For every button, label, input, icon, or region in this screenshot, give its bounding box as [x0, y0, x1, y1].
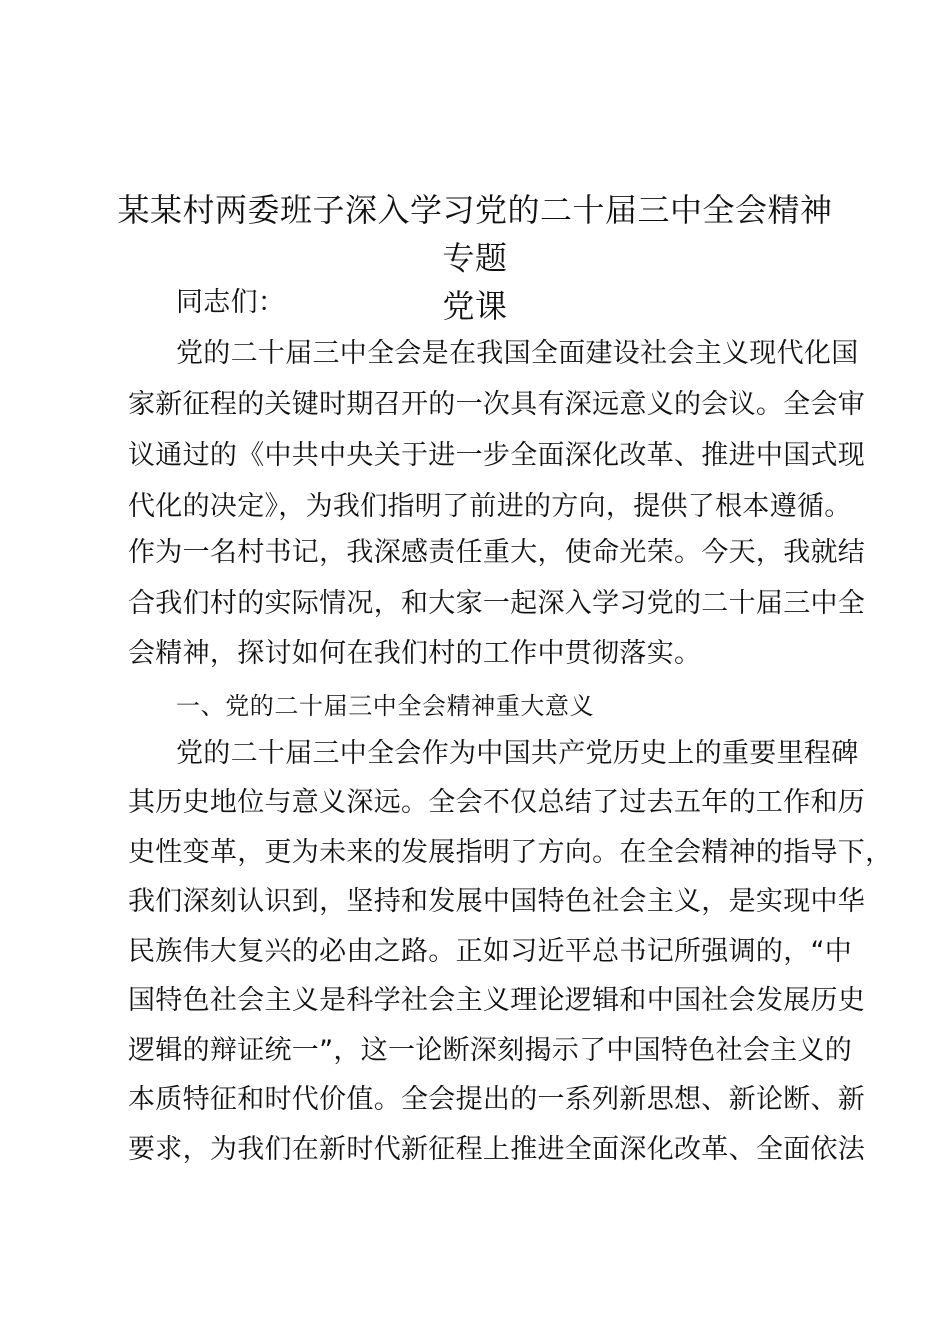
paragraph-line: 我们深刻认识到，坚持和发展中国特色社会主义，是实现中华: [128, 886, 866, 917]
paragraph-line: 党的二十届三中全会是在我国全面建设社会主义现代化国: [176, 338, 859, 369]
section-heading: 一、党的二十届三中全会精神重大意义: [176, 692, 595, 720]
paragraph-line: 本质特征和时代价值。全会提出的一系列新思想、新论断、新: [128, 1084, 866, 1115]
title-line-2: 党课: [442, 287, 508, 325]
paragraph-line: 合我们村的实际情况，和大家一起深入学习党的二十届三中全: [128, 588, 866, 619]
title-line-1: 某某村两委班子深入学习党的二十届三中全会精神专题: [117, 191, 833, 277]
paragraph-line: 民族伟大复兴的必由之路。正如习近平总书记所强调的，“中: [128, 936, 853, 967]
salutation: 同志们：: [176, 287, 286, 318]
paragraph-line: 家新征程的关键时期召开的一次具有深远意义的会议。全会审: [128, 389, 866, 420]
paragraph-line: 党的二十届三中全会作为中国共产党历史上的重要里程碑: [176, 738, 859, 769]
paragraph-line: 国特色社会主义是科学社会主义理论逻辑和中国社会发展历史: [128, 985, 866, 1016]
paragraph-line: 议通过的《中共中央关于进一步全面深化改革、推进中国式现: [128, 440, 866, 471]
paragraph-line: 逻辑的辩证统一”，这一论断深刻揭示了中国特色社会主义的: [128, 1035, 853, 1066]
paragraph-line: 史性变革，更为未来的发展指明了方向。在全会精神的指导下，: [128, 837, 893, 868]
paragraph-line: 其历史地位与意义深远。全会不仅总结了过去五年的工作和历: [128, 787, 866, 818]
paragraph-line: 会精神，探讨如何在我们村的工作中贯彻落实。: [128, 638, 702, 669]
paragraph-line: 要求，为我们在新时代新征程上推进全面深化改革、全面依法: [128, 1134, 866, 1165]
paragraph-line: 代化的决定》，为我们指明了前进的方向，提供了根本遵循。: [128, 491, 852, 522]
paragraph-line: 作为一名村书记，我深感责任重大，使命光荣。今天，我就结: [128, 537, 866, 568]
